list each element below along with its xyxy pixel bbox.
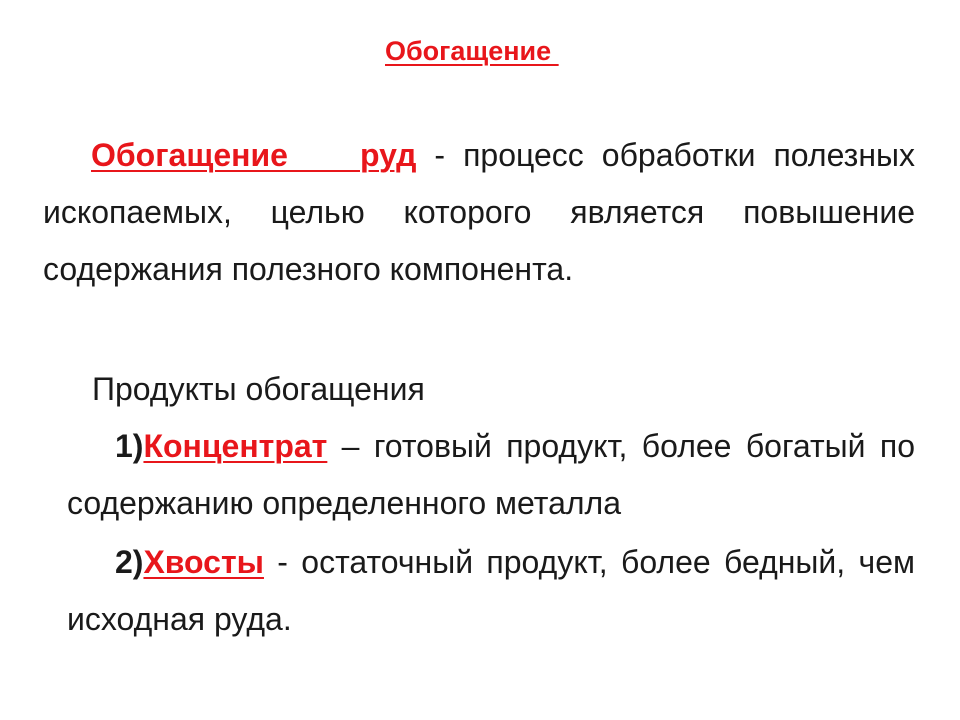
product-item-text: - остаточный продукт, более бедный, чем исходная руда. — [67, 544, 915, 637]
product-item-term: Хвосты — [143, 544, 264, 580]
product-item-text: – готовый продукт, более богатый по содержанию определенного металла — [67, 428, 915, 521]
product-item-concentrate — [67, 418, 915, 532]
product-item-number: 1) — [115, 428, 144, 464]
definition-paragraph — [43, 127, 915, 298]
definition-term: Обогащение руд — [91, 137, 417, 173]
definition-text: - процесс обработки полезных ископаемых, целью которого является повышение содержания полезного компонента. — [43, 137, 915, 287]
product-item-tailings — [67, 534, 915, 648]
products-heading: Продукты обогащения — [92, 371, 425, 407]
slide-title: Обогащение — [385, 36, 559, 66]
product-item-number: 2) — [115, 544, 144, 580]
product-item-term: Концентрат — [143, 428, 328, 464]
